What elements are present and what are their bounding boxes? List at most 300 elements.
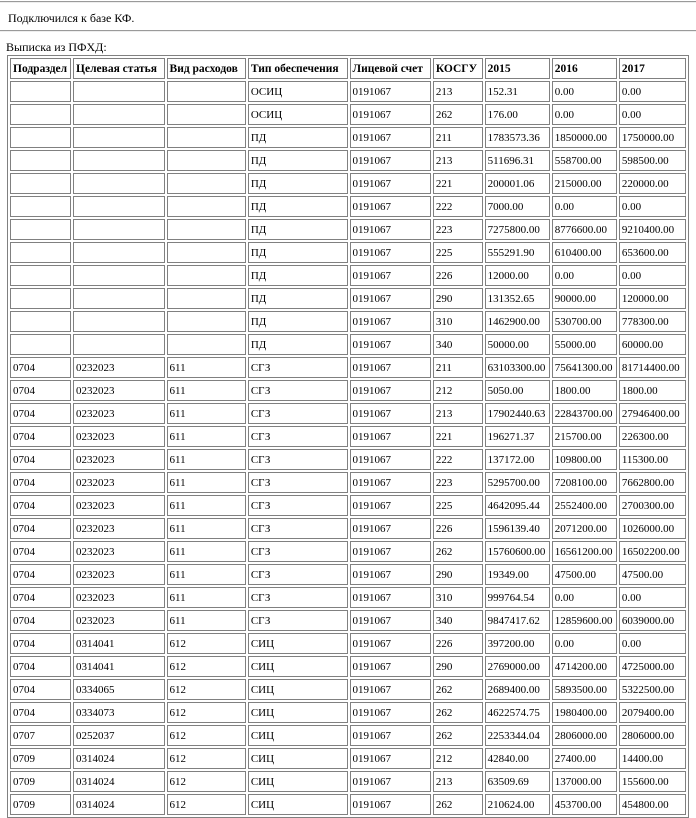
cell-2016: 215000.00 xyxy=(552,173,617,194)
cell-kosgu: 290 xyxy=(433,656,483,677)
cell-2017: 60000.00 xyxy=(619,334,686,355)
cell-expense-type: 612 xyxy=(167,656,246,677)
cell-kosgu: 221 xyxy=(433,173,483,194)
cell-2015: 7275800.00 xyxy=(485,219,550,240)
cell-account: 0191067 xyxy=(350,794,431,815)
cell-subsection: 0704 xyxy=(10,702,71,723)
cell-funding-type: ПД xyxy=(248,288,348,309)
table-row xyxy=(10,495,686,516)
cell-2017: 778300.00 xyxy=(619,311,686,332)
cell-kosgu: 262 xyxy=(433,104,483,125)
cell-kosgu: 226 xyxy=(433,633,483,654)
table-row xyxy=(10,449,686,470)
cell-account: 0191067 xyxy=(350,380,431,401)
cell-subsection: 0704 xyxy=(10,380,71,401)
cell-expense-type: 611 xyxy=(167,472,246,493)
cell-subsection xyxy=(10,265,71,286)
cell-2016: 1850000.00 xyxy=(552,127,617,148)
cell-expense-type: 611 xyxy=(167,380,246,401)
table-row xyxy=(10,725,686,746)
cell-account: 0191067 xyxy=(350,150,431,171)
cell-2016: 90000.00 xyxy=(552,288,617,309)
cell-2015: 1462900.00 xyxy=(485,311,550,332)
cell-subsection: 0704 xyxy=(10,357,71,378)
extract-caption: Выписка из ПФХД: xyxy=(6,40,107,54)
cell-2015: 176.00 xyxy=(485,104,550,125)
cell-expense-type: 611 xyxy=(167,564,246,585)
cell-2015: 999764.54 xyxy=(485,587,550,608)
table-row xyxy=(10,403,686,424)
table-row xyxy=(10,196,686,217)
cell-expense-type: 611 xyxy=(167,449,246,470)
cell-funding-type: ОСИЦ xyxy=(248,81,348,102)
col-header-2016: 2016 xyxy=(552,58,617,79)
cell-2017: 16502200.00 xyxy=(619,541,686,562)
cell-kosgu: 223 xyxy=(433,472,483,493)
cell-2015: 2689400.00 xyxy=(485,679,550,700)
cell-2017: 598500.00 xyxy=(619,150,686,171)
cell-subsection xyxy=(10,150,71,171)
cell-subsection: 0704 xyxy=(10,495,71,516)
cell-account: 0191067 xyxy=(350,495,431,516)
cell-funding-type: СИЦ xyxy=(248,771,348,792)
cell-2016: 12859600.00 xyxy=(552,610,617,631)
cell-2016: 0.00 xyxy=(552,265,617,286)
cell-expense-type: 612 xyxy=(167,679,246,700)
cell-2016: 109800.00 xyxy=(552,449,617,470)
cell-expense-type: 612 xyxy=(167,725,246,746)
cell-2016: 22843700.00 xyxy=(552,403,617,424)
cell-2016: 16561200.00 xyxy=(552,541,617,562)
cell-kosgu: 310 xyxy=(433,587,483,608)
cell-2015: 196271.37 xyxy=(485,426,550,447)
cell-kosgu: 213 xyxy=(433,771,483,792)
cell-target-article: 0232023 xyxy=(73,426,165,447)
cell-account: 0191067 xyxy=(350,288,431,309)
cell-kosgu: 262 xyxy=(433,679,483,700)
cell-2015: 19349.00 xyxy=(485,564,550,585)
cell-kosgu: 213 xyxy=(433,403,483,424)
cell-2016: 75641300.00 xyxy=(552,357,617,378)
cell-expense-type xyxy=(167,311,246,332)
cell-2017: 0.00 xyxy=(619,104,686,125)
cell-2015: 9847417.62 xyxy=(485,610,550,631)
table-row xyxy=(10,173,686,194)
cell-target-article xyxy=(73,242,165,263)
cell-2017: 0.00 xyxy=(619,196,686,217)
cell-2016: 4714200.00 xyxy=(552,656,617,677)
cell-2016: 1980400.00 xyxy=(552,702,617,723)
cell-target-article xyxy=(73,288,165,309)
cell-kosgu: 340 xyxy=(433,334,483,355)
cell-2017: 1750000.00 xyxy=(619,127,686,148)
cell-expense-type: 611 xyxy=(167,587,246,608)
cell-account: 0191067 xyxy=(350,311,431,332)
cell-2015: 42840.00 xyxy=(485,748,550,769)
cell-target-article xyxy=(73,104,165,125)
cell-funding-type: ПД xyxy=(248,265,348,286)
cell-subsection: 0704 xyxy=(10,449,71,470)
cell-account: 0191067 xyxy=(350,587,431,608)
cell-2016: 27400.00 xyxy=(552,748,617,769)
cell-2016: 0.00 xyxy=(552,196,617,217)
cell-funding-type: ПД xyxy=(248,196,348,217)
cell-subsection xyxy=(10,196,71,217)
cell-subsection: 0704 xyxy=(10,541,71,562)
cell-account: 0191067 xyxy=(350,127,431,148)
cell-funding-type: СГЗ xyxy=(248,403,348,424)
cell-subsection: 0709 xyxy=(10,794,71,815)
cell-subsection: 0707 xyxy=(10,725,71,746)
cell-2015: 7000.00 xyxy=(485,196,550,217)
cell-2015: 50000.00 xyxy=(485,334,550,355)
table-row xyxy=(10,541,686,562)
cell-account: 0191067 xyxy=(350,679,431,700)
cell-2017: 454800.00 xyxy=(619,794,686,815)
cell-subsection: 0704 xyxy=(10,587,71,608)
cell-target-article xyxy=(73,334,165,355)
cell-target-article: 0232023 xyxy=(73,610,165,631)
cell-2015: 15760600.00 xyxy=(485,541,550,562)
cell-2017: 0.00 xyxy=(619,265,686,286)
cell-subsection xyxy=(10,288,71,309)
cell-2017: 2700300.00 xyxy=(619,495,686,516)
col-header-funding-type: Тип обеспечения xyxy=(248,58,348,79)
col-header-account: Лицевой счет xyxy=(350,58,431,79)
cell-2015: 210624.00 xyxy=(485,794,550,815)
cell-subsection xyxy=(10,173,71,194)
cell-2017: 155600.00 xyxy=(619,771,686,792)
cell-expense-type: 611 xyxy=(167,610,246,631)
cell-funding-type: СГЗ xyxy=(248,380,348,401)
cell-funding-type: СИЦ xyxy=(248,702,348,723)
cell-account: 0191067 xyxy=(350,564,431,585)
cell-target-article: 0232023 xyxy=(73,357,165,378)
cell-kosgu: 262 xyxy=(433,702,483,723)
col-header-2017: 2017 xyxy=(619,58,686,79)
cell-subsection: 0704 xyxy=(10,426,71,447)
cell-target-article xyxy=(73,196,165,217)
cell-2015: 1783573.36 xyxy=(485,127,550,148)
cell-kosgu: 226 xyxy=(433,265,483,286)
cell-expense-type: 611 xyxy=(167,357,246,378)
cell-target-article: 0232023 xyxy=(73,564,165,585)
table-row xyxy=(10,104,686,125)
cell-account: 0191067 xyxy=(350,771,431,792)
table-row xyxy=(10,748,686,769)
cell-expense-type: 611 xyxy=(167,541,246,562)
table-row xyxy=(10,587,686,608)
cell-2016: 530700.00 xyxy=(552,311,617,332)
cell-target-article xyxy=(73,311,165,332)
cell-2016: 2806000.00 xyxy=(552,725,617,746)
cell-subsection xyxy=(10,127,71,148)
cell-subsection: 0704 xyxy=(10,610,71,631)
cell-target-article: 0314024 xyxy=(73,794,165,815)
cell-funding-type: СГЗ xyxy=(248,472,348,493)
cell-expense-type xyxy=(167,150,246,171)
cell-expense-type xyxy=(167,173,246,194)
cell-2015: 137172.00 xyxy=(485,449,550,470)
cell-2016: 0.00 xyxy=(552,587,617,608)
cell-2017: 115300.00 xyxy=(619,449,686,470)
table-row xyxy=(10,150,686,171)
cell-target-article: 0232023 xyxy=(73,472,165,493)
cell-account: 0191067 xyxy=(350,656,431,677)
cell-target-article: 0232023 xyxy=(73,541,165,562)
cell-funding-type: СГЗ xyxy=(248,610,348,631)
cell-2016: 5893500.00 xyxy=(552,679,617,700)
cell-target-article: 0314024 xyxy=(73,748,165,769)
cell-kosgu: 211 xyxy=(433,357,483,378)
table-row xyxy=(10,357,686,378)
cell-account: 0191067 xyxy=(350,173,431,194)
cell-kosgu: 290 xyxy=(433,288,483,309)
cell-expense-type: 612 xyxy=(167,771,246,792)
cell-subsection xyxy=(10,219,71,240)
table-row xyxy=(10,334,686,355)
cell-subsection: 0704 xyxy=(10,403,71,424)
cell-2017: 7662800.00 xyxy=(619,472,686,493)
table-row xyxy=(10,219,686,240)
cell-account: 0191067 xyxy=(350,725,431,746)
cell-kosgu: 290 xyxy=(433,564,483,585)
cell-subsection: 0704 xyxy=(10,679,71,700)
cell-target-article xyxy=(73,219,165,240)
cell-expense-type: 611 xyxy=(167,518,246,539)
cell-target-article: 0232023 xyxy=(73,495,165,516)
cell-2016: 558700.00 xyxy=(552,150,617,171)
cell-account: 0191067 xyxy=(350,702,431,723)
cell-funding-type: ПД xyxy=(248,242,348,263)
cell-2017: 0.00 xyxy=(619,81,686,102)
cell-2016: 0.00 xyxy=(552,104,617,125)
cell-kosgu: 213 xyxy=(433,150,483,171)
cell-2016: 0.00 xyxy=(552,81,617,102)
cell-subsection xyxy=(10,104,71,125)
cell-2015: 5295700.00 xyxy=(485,472,550,493)
cell-funding-type: СИЦ xyxy=(248,679,348,700)
cell-expense-type xyxy=(167,334,246,355)
cell-2016: 1800.00 xyxy=(552,380,617,401)
cell-2015: 511696.31 xyxy=(485,150,550,171)
cell-account: 0191067 xyxy=(350,633,431,654)
cell-funding-type: СГЗ xyxy=(248,495,348,516)
cell-2017: 9210400.00 xyxy=(619,219,686,240)
cell-expense-type xyxy=(167,265,246,286)
table-row xyxy=(10,311,686,332)
table-row xyxy=(10,426,686,447)
cell-subsection xyxy=(10,242,71,263)
cell-subsection: 0704 xyxy=(10,656,71,677)
cell-kosgu: 262 xyxy=(433,794,483,815)
cell-2016: 453700.00 xyxy=(552,794,617,815)
cell-expense-type xyxy=(167,288,246,309)
cell-account: 0191067 xyxy=(350,610,431,631)
table-row xyxy=(10,679,686,700)
cell-funding-type: СГЗ xyxy=(248,357,348,378)
pfhd-table xyxy=(7,55,689,818)
cell-2017: 220000.00 xyxy=(619,173,686,194)
cell-2015: 2769000.00 xyxy=(485,656,550,677)
cell-account: 0191067 xyxy=(350,219,431,240)
cell-target-article: 0334073 xyxy=(73,702,165,723)
cell-2015: 17902440.63 xyxy=(485,403,550,424)
cell-subsection: 0704 xyxy=(10,472,71,493)
cell-2015: 200001.06 xyxy=(485,173,550,194)
cell-expense-type: 611 xyxy=(167,403,246,424)
cell-2016: 215700.00 xyxy=(552,426,617,447)
cell-kosgu: 222 xyxy=(433,449,483,470)
cell-expense-type: 611 xyxy=(167,495,246,516)
cell-funding-type: СГЗ xyxy=(248,426,348,447)
cell-target-article: 0314041 xyxy=(73,656,165,677)
cell-expense-type: 612 xyxy=(167,748,246,769)
table-row xyxy=(10,633,686,654)
cell-target-article xyxy=(73,173,165,194)
cell-funding-type: СГЗ xyxy=(248,518,348,539)
cell-funding-type: СГЗ xyxy=(248,541,348,562)
cell-2017: 0.00 xyxy=(619,633,686,654)
cell-2017: 4725000.00 xyxy=(619,656,686,677)
section-divider xyxy=(0,30,696,32)
cell-2016: 47500.00 xyxy=(552,564,617,585)
cell-kosgu: 213 xyxy=(433,81,483,102)
table-header-row xyxy=(10,58,686,79)
cell-target-article: 0314041 xyxy=(73,633,165,654)
cell-target-article: 0232023 xyxy=(73,403,165,424)
cell-target-article xyxy=(73,81,165,102)
cell-funding-type: СИЦ xyxy=(248,748,348,769)
cell-funding-type: ПД xyxy=(248,150,348,171)
cell-kosgu: 226 xyxy=(433,518,483,539)
table-row xyxy=(10,242,686,263)
cell-2015: 397200.00 xyxy=(485,633,550,654)
cell-2016: 55000.00 xyxy=(552,334,617,355)
table-row xyxy=(10,656,686,677)
cell-2017: 1026000.00 xyxy=(619,518,686,539)
col-header-subsection: Подраздел xyxy=(10,58,71,79)
cell-account: 0191067 xyxy=(350,334,431,355)
cell-2017: 5322500.00 xyxy=(619,679,686,700)
cell-2015: 5050.00 xyxy=(485,380,550,401)
table-row xyxy=(10,518,686,539)
cell-2017: 27946400.00 xyxy=(619,403,686,424)
cell-funding-type: СГЗ xyxy=(248,587,348,608)
cell-account: 0191067 xyxy=(350,541,431,562)
cell-2016: 137000.00 xyxy=(552,771,617,792)
cell-2017: 653600.00 xyxy=(619,242,686,263)
cell-account: 0191067 xyxy=(350,242,431,263)
cell-2016: 2071200.00 xyxy=(552,518,617,539)
cell-target-article xyxy=(73,265,165,286)
cell-subsection: 0709 xyxy=(10,771,71,792)
cell-2017: 0.00 xyxy=(619,587,686,608)
connection-status: Подключился к базе КФ. xyxy=(8,11,135,25)
cell-account: 0191067 xyxy=(350,357,431,378)
table-row xyxy=(10,380,686,401)
cell-funding-type: ПД xyxy=(248,311,348,332)
cell-subsection: 0709 xyxy=(10,748,71,769)
cell-kosgu: 212 xyxy=(433,748,483,769)
cell-funding-type: ПД xyxy=(248,219,348,240)
cell-expense-type: 612 xyxy=(167,702,246,723)
cell-funding-type: СИЦ xyxy=(248,656,348,677)
col-header-expense-type: Вид расходов xyxy=(167,58,246,79)
cell-2015: 131352.65 xyxy=(485,288,550,309)
cell-2015: 12000.00 xyxy=(485,265,550,286)
cell-2017: 1800.00 xyxy=(619,380,686,401)
col-header-kosgu: КОСГУ xyxy=(433,58,483,79)
cell-subsection: 0704 xyxy=(10,564,71,585)
cell-funding-type: СИЦ xyxy=(248,794,348,815)
cell-2015: 63509.69 xyxy=(485,771,550,792)
cell-expense-type: 612 xyxy=(167,633,246,654)
cell-2017: 226300.00 xyxy=(619,426,686,447)
col-header-target-article: Целевая статья xyxy=(73,58,165,79)
cell-funding-type: СГЗ xyxy=(248,449,348,470)
cell-2016: 610400.00 xyxy=(552,242,617,263)
cell-target-article: 0314024 xyxy=(73,771,165,792)
cell-target-article: 0252037 xyxy=(73,725,165,746)
cell-kosgu: 225 xyxy=(433,242,483,263)
table-row xyxy=(10,610,686,631)
cell-account: 0191067 xyxy=(350,104,431,125)
cell-target-article: 0232023 xyxy=(73,518,165,539)
cell-account: 0191067 xyxy=(350,426,431,447)
cell-subsection: 0704 xyxy=(10,633,71,654)
cell-kosgu: 340 xyxy=(433,610,483,631)
cell-expense-type xyxy=(167,242,246,263)
cell-expense-type xyxy=(167,104,246,125)
cell-funding-type: ПД xyxy=(248,334,348,355)
cell-funding-type: СИЦ xyxy=(248,725,348,746)
cell-2016: 8776600.00 xyxy=(552,219,617,240)
cell-2015: 2253344.04 xyxy=(485,725,550,746)
cell-2016: 2552400.00 xyxy=(552,495,617,516)
cell-expense-type xyxy=(167,219,246,240)
cell-target-article xyxy=(73,150,165,171)
cell-kosgu: 310 xyxy=(433,311,483,332)
cell-funding-type: ПД xyxy=(248,127,348,148)
table-row xyxy=(10,288,686,309)
cell-funding-type: СГЗ xyxy=(248,564,348,585)
cell-account: 0191067 xyxy=(350,518,431,539)
table-row xyxy=(10,472,686,493)
cell-account: 0191067 xyxy=(350,196,431,217)
cell-2015: 1596139.40 xyxy=(485,518,550,539)
cell-kosgu: 212 xyxy=(433,380,483,401)
cell-expense-type: 611 xyxy=(167,426,246,447)
cell-account: 0191067 xyxy=(350,748,431,769)
cell-2016: 7208100.00 xyxy=(552,472,617,493)
table-row xyxy=(10,265,686,286)
cell-2015: 152.31 xyxy=(485,81,550,102)
cell-subsection xyxy=(10,81,71,102)
table-row xyxy=(10,771,686,792)
cell-subsection: 0704 xyxy=(10,518,71,539)
cell-2015: 63103300.00 xyxy=(485,357,550,378)
cell-account: 0191067 xyxy=(350,449,431,470)
table-row xyxy=(10,564,686,585)
cell-2017: 2079400.00 xyxy=(619,702,686,723)
cell-kosgu: 223 xyxy=(433,219,483,240)
cell-2017: 47500.00 xyxy=(619,564,686,585)
cell-2017: 120000.00 xyxy=(619,288,686,309)
top-divider xyxy=(0,1,696,3)
cell-2017: 14400.00 xyxy=(619,748,686,769)
cell-subsection xyxy=(10,334,71,355)
